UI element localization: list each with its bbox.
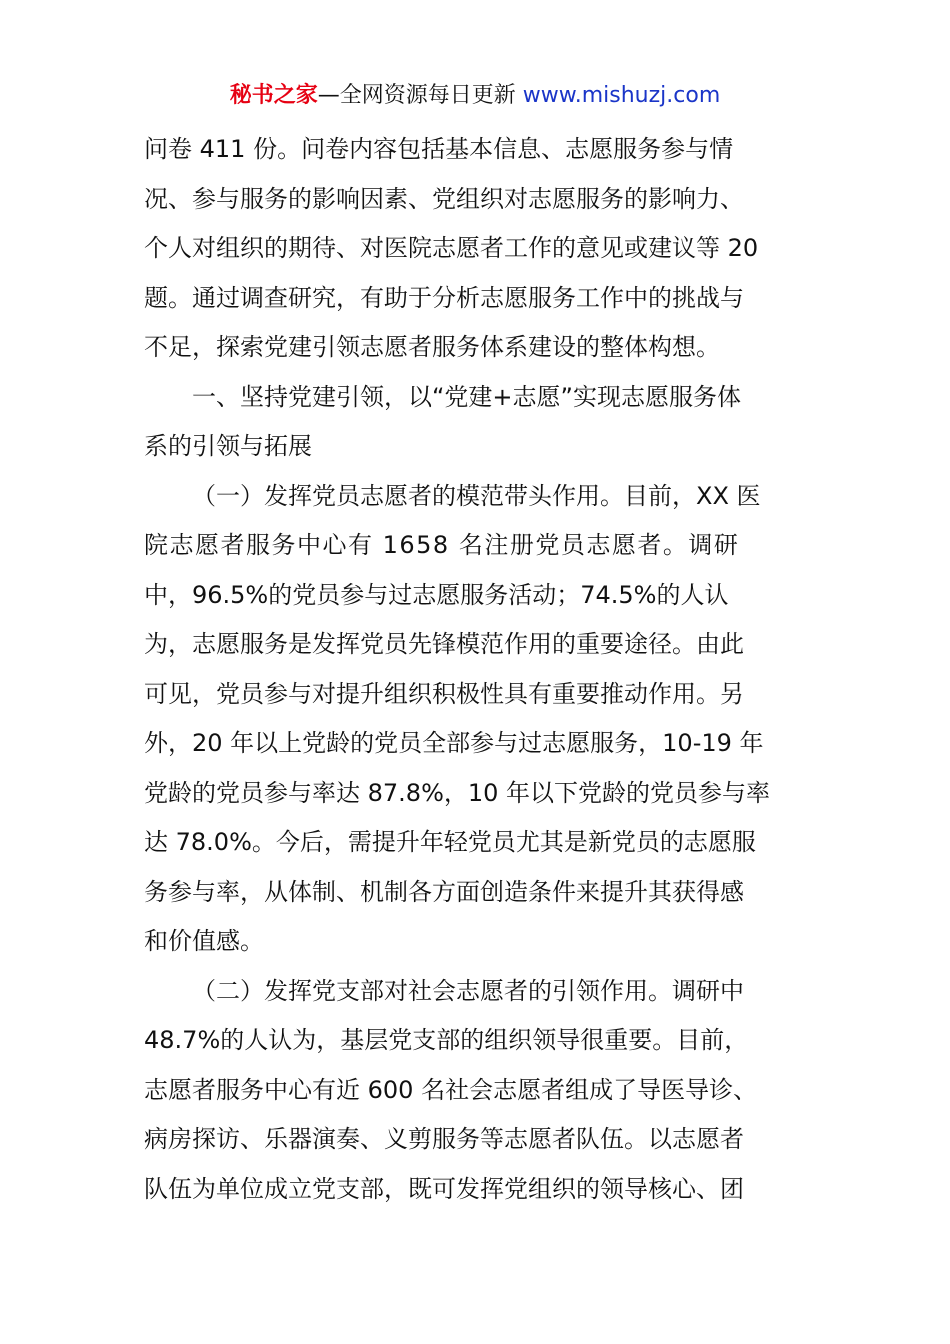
header-tagline: —全网资源每日更新	[317, 83, 523, 108]
text-line: 病房探访、乐器演奏、义剪服务等志愿者队伍。以志愿者	[144, 1125, 744, 1153]
text-line: 院志愿者服务中心有 1658 名注册党员志愿者。调研	[144, 531, 740, 559]
text-line: 队伍为单位成立党支部，既可发挥党组织的领导核心、团	[144, 1174, 744, 1203]
site-url-link[interactable]: www.mishuzj.com	[522, 83, 721, 108]
text-line: 务参与率，从体制、机制各方面创造条件来提升其获得感	[144, 877, 744, 906]
text-line: 48.7%的人认为，基层党支部的组织领导很重要。目前，	[144, 1026, 749, 1054]
brand-name: 秘书之家	[229, 83, 318, 108]
section-heading-continued: 系的引领与拓展	[144, 432, 312, 460]
text-line: 个人对组织的期待、对医院志愿者工作的意见或建议等 20	[144, 234, 759, 262]
subsection-heading: （二）发挥党支部对社会志愿者的引领作用。调研中	[192, 976, 744, 1005]
text-line: 为，志愿服务是发挥党员先锋模范作用的重要途径。由此	[144, 630, 744, 658]
text-line: 和价值感。	[144, 927, 264, 955]
text-line: 志愿者服务中心有近 600 名社会志愿者组成了导医导诊、	[144, 1075, 758, 1104]
text-line: 况、参与服务的影响因素、党组织对志愿服务的影响力、	[144, 184, 744, 213]
text-line: 题。通过调查研究，有助于分析志愿服务工作中的挑战与	[144, 283, 744, 312]
text-line: 不足，探索党建引领志愿者服务体系建设的整体构想。	[144, 333, 720, 361]
text-line: 问卷 411 份。问卷内容包括基本信息、志愿服务参与情	[144, 135, 734, 163]
text-line: 中，96.5%的党员参与过志愿服务活动；74.5%的人认	[144, 580, 729, 609]
text-line: 可见，党员参与对提升组织积极性具有重要推动作用。另	[144, 679, 744, 708]
text-line: 达 78.0%。今后，需提升年轻党员尤其是新党员的志愿服	[144, 828, 756, 856]
section-heading: 一、坚持党建引领，以“党建+志愿”实现志愿服务体	[192, 382, 741, 411]
site-header	[0, 80, 950, 112]
text-line: 外，20 年以上党龄的党员全部参与过志愿服务，10-19 年	[144, 729, 764, 757]
subsection-heading: （一）发挥党员志愿者的模范带头作用。目前，XX 医	[192, 481, 761, 510]
text-line: 党龄的党员参与率达 87.8%，10 年以下党龄的党员参与率	[144, 778, 771, 807]
document-body	[144, 125, 824, 1214]
